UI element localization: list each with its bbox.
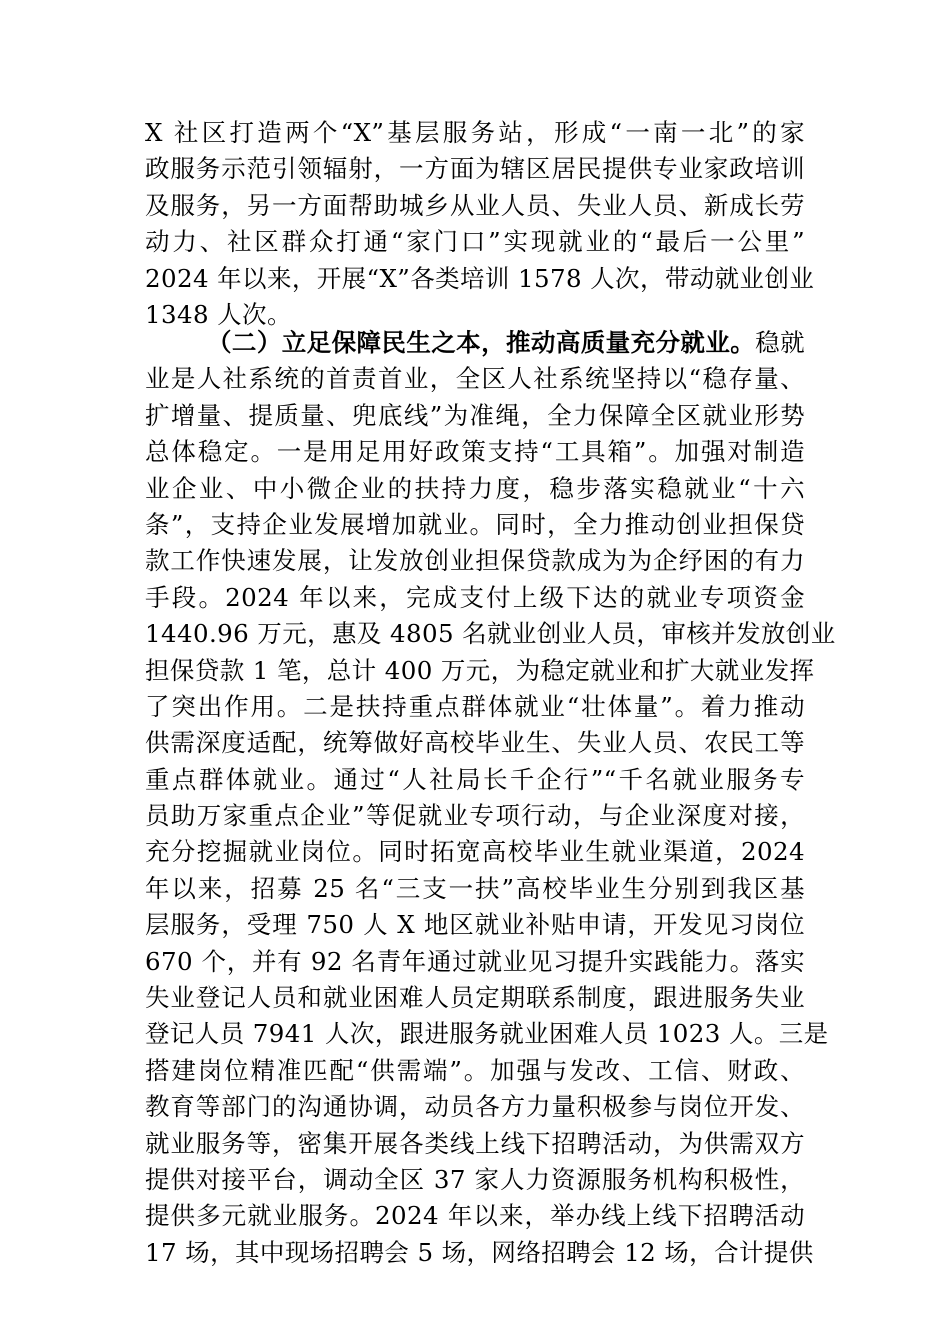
text-line: 提供对接平台，调动全区 37 家人力资源服务机构积极性， (145, 1164, 805, 1194)
text-line: 提供多元就业服务。2024 年以来，举办线上线下招聘活动 (145, 1201, 805, 1231)
text-line: 政服务示范引领辐射，一方面为辖区居民提供专业家政培训 (145, 154, 805, 184)
text-line: 2024 年以来，开展“X”各类培训 1578 人次，带动就业创业 (145, 263, 815, 293)
paragraph-community-service (145, 115, 815, 333)
text-line: 教育等部门的沟通协调，动员各方力量积极参与岗位开发、 (145, 1092, 805, 1122)
text-line: 条”，支持企业发展增加就业。同时，全力推动创业担保贷 (145, 509, 805, 539)
text-line: 就业服务等，密集开展各类线上线下招聘活动，为供需双方 (145, 1128, 805, 1158)
text-line: 充分挖掘就业岗位。同时拓宽高校毕业生就业渠道，2024 (145, 837, 805, 867)
text-line: 款工作快速发展，让发放创业担保贷款成为为企纾困的有力 (145, 546, 805, 576)
text-line: X 社区打造两个“X”基层服务站，形成“一南一北”的家 (145, 118, 805, 147)
text-line: 层服务，受理 750 人 X 地区就业补贴申请，开发见习岗位 (145, 910, 805, 940)
text-line: 了突出作用。二是扶持重点群体就业“壮体量”。着力推动 (145, 691, 805, 721)
text-line: 供需深度适配，统筹做好高校毕业生、失业人员、农民工等 (145, 728, 805, 758)
text-line: 重点群体就业。通过“人社局长千企行”“千名就业服务专 (145, 764, 805, 794)
section-heading: （二）立足保障民生之本，推动高质量充分就业。 (207, 328, 756, 357)
text-line: 业企业、中小微企业的扶持力度，稳步落实稳就业“十六 (145, 473, 805, 503)
heading-line-rest: 稳就 (755, 328, 805, 357)
text-line: 年以来，招募 25 名“三支一扶”高校毕业生分别到我区基 (145, 873, 805, 903)
text-line: 1348 人次。 (145, 299, 292, 329)
text-line: 670 个，并有 92 名青年通过就业见习提升实践能力。落实 (145, 946, 805, 976)
text-line: 搭建岗位精准匹配“供需端”。加强与发改、工信、财政、 (145, 1055, 805, 1085)
text-line: 员助万家重点企业”等促就业专项行动，与企业深度对接， (145, 801, 805, 831)
text-line: 担保贷款 1 笔，总计 400 万元，为稳定就业和扩大就业发挥 (145, 655, 815, 685)
text-line: 1440.96 万元，惠及 4805 名就业创业人员，审核并发放创业 (145, 619, 836, 649)
text-line: 总体稳定。一是用足用好政策支持“工具箱”。加强对制造 (145, 437, 805, 467)
text-line: 及服务，另一方面帮助城乡从业人员、失业人员、新成长劳 (145, 190, 805, 220)
text-line: 手段。2024 年以来，完成支付上级下达的就业专项资金 (145, 582, 805, 612)
text-line: 17 场，其中现场招聘会 5 场，网络招聘会 12 场，合计提供 (145, 1237, 814, 1267)
text-line: 扩增量、提质量、兜底线”为准绳，全力保障全区就业形势 (145, 400, 805, 430)
paragraph-employment (145, 325, 836, 1271)
text-line: 登记人员 7941 人次，跟进服务就业困难人员 1023 人。三是 (145, 1019, 829, 1049)
section-heading-line (145, 325, 805, 361)
text-line: 失业登记人员和就业困难人员定期联系制度，跟进服务失业 (145, 983, 805, 1013)
text-line: 动力、社区群众打通“家门口”实现就业的“最后一公里” (145, 227, 805, 257)
text-line: 业是人社系统的首责首业，全区人社系统坚持以“稳存量、 (145, 364, 805, 394)
